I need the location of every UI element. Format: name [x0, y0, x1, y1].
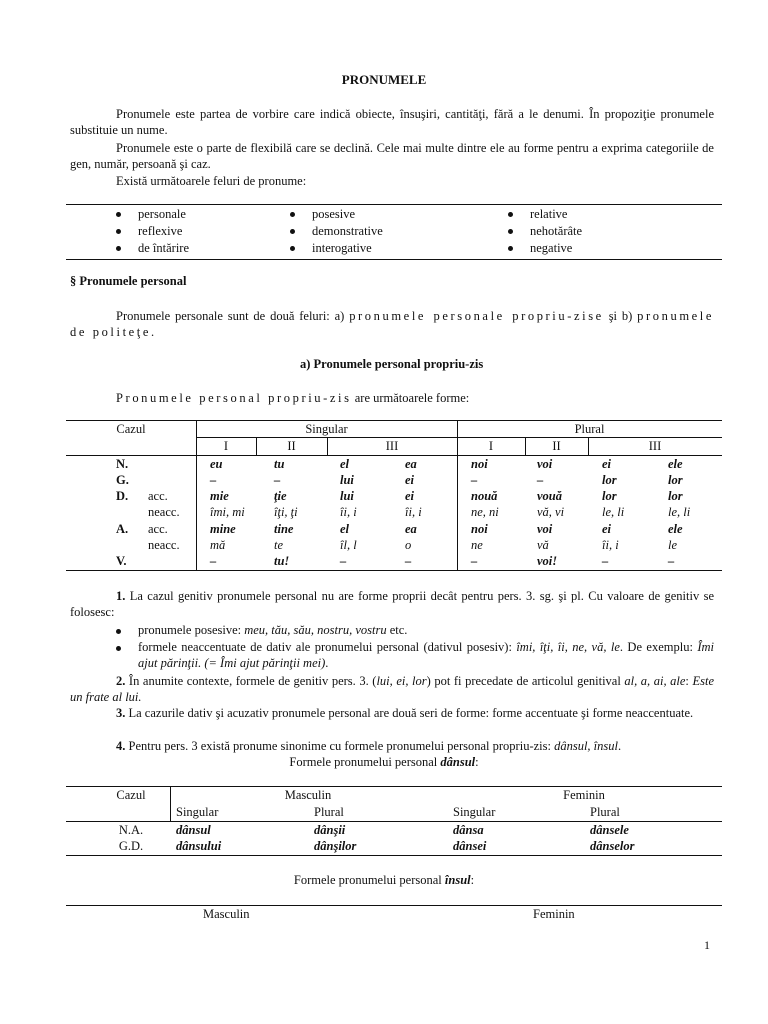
italic-span: lui, ei, lor	[376, 674, 427, 688]
table-cell: dânsa	[453, 823, 484, 837]
table-cell: le, li	[602, 505, 625, 519]
section-heading: § Pronumele personal	[70, 274, 187, 288]
table-cell: ei	[602, 457, 612, 471]
table-cell: ea	[405, 522, 417, 536]
table-cell: tu	[274, 457, 285, 471]
spaced-term: pronumele de politeţe	[70, 309, 715, 339]
case-label: G.D.	[118, 839, 144, 853]
list-item: relative	[530, 207, 568, 221]
text-span: La cazurile dativ şi acuzativ pronumele personal are două seri de forme: forme accentuate şi forme neaccentuate.	[125, 706, 694, 720]
italic-span: dânsul, însul	[554, 739, 618, 753]
table-cell: noi	[471, 457, 488, 471]
intro-paragraph-1: Pronumele este partea de vorbire care indică obiecte, însuşiri, cantităţi, fără a le denumi. În propoziţie pronumele substituie un nume.	[70, 107, 714, 137]
note-1	[70, 588, 714, 620]
text-span: pronumele posesive:	[138, 623, 245, 637]
note-number: 2.	[116, 674, 126, 688]
table-header-feminine: Feminin	[563, 788, 605, 802]
table-cell: ţie	[274, 489, 287, 503]
table-cell: –	[602, 554, 609, 568]
person-header: II	[552, 439, 561, 453]
table-cell: nouă	[471, 489, 498, 503]
table-cell: ele	[668, 457, 683, 471]
note-1-bullet-1	[138, 622, 714, 638]
text-span: etc.	[386, 623, 408, 637]
case-label: D.	[116, 489, 129, 503]
list-item: negative	[530, 241, 573, 255]
text-span: :	[685, 674, 693, 688]
note-4	[70, 738, 714, 754]
list-item: reflexive	[138, 224, 183, 238]
subsection-heading: a) Pronumele personal propriu-zis	[300, 357, 484, 371]
section-paragraph	[70, 308, 714, 340]
table-cell: –	[668, 554, 675, 568]
table-cell: îi, i	[405, 505, 422, 519]
intro-paragraph-3: Există următoarele feluri de pronume:	[116, 174, 307, 188]
bold-italic-span: însul	[444, 873, 471, 887]
table-cell: dânsei	[453, 839, 487, 853]
table-cell: dânşilor	[314, 839, 357, 853]
page-title: PRONUMELE	[341, 72, 427, 87]
table-header-masculine: Masculin	[203, 907, 250, 921]
text-span: ) pot fi precedate de articolul genitival	[426, 674, 625, 688]
bullet-icon	[116, 629, 121, 634]
table-header-case: Cazul	[116, 788, 146, 802]
table-header-plural: Plural	[574, 422, 605, 436]
text-span: .	[325, 656, 329, 670]
forms-intro	[70, 390, 714, 406]
person-header: III	[385, 439, 399, 453]
types-top-rule	[66, 204, 722, 205]
table-rule	[66, 570, 722, 571]
case-label: A.	[116, 522, 129, 536]
table-cell: îi, i	[340, 505, 357, 519]
table-cell: el	[340, 457, 350, 471]
italic-span: meu, tău, său, nostru, vostru	[244, 623, 387, 637]
note-number: 1.	[116, 589, 126, 603]
table-cell: vă, vi	[537, 505, 565, 519]
table-cell: îl, l	[340, 538, 357, 552]
number-header: Plural	[314, 805, 344, 819]
text-span: :	[475, 755, 479, 769]
table-cell: lor	[668, 473, 683, 487]
table-cell: vă	[537, 538, 549, 552]
table-cell: tu!	[274, 554, 290, 568]
table-cell: ei	[405, 473, 415, 487]
list-item: demonstrative	[312, 224, 383, 238]
table-2-caption	[0, 755, 768, 770]
note-3	[70, 705, 714, 721]
person-header: I	[223, 439, 229, 453]
bullet-icon	[508, 229, 513, 234]
page-number: 1	[704, 938, 710, 952]
note-1-bullet-2	[138, 639, 714, 671]
table-cell: –	[471, 554, 478, 568]
table-cell: vouă	[537, 489, 562, 503]
subcase-label: acc.	[148, 522, 168, 536]
list-item: posesive	[312, 207, 356, 221]
table-cell: dânsului	[176, 839, 222, 853]
table-cell: voi!	[537, 554, 558, 568]
table-cell: îmi, mi	[210, 505, 245, 519]
table-cell: lor	[602, 489, 617, 503]
bullet-icon	[290, 229, 295, 234]
number-header: Singular	[176, 805, 219, 819]
table-cell: lui	[340, 473, 354, 487]
table-cell: lor	[602, 473, 617, 487]
table-3-caption	[0, 873, 768, 888]
table-header-masculine: Masculin	[284, 788, 332, 802]
note-2	[70, 673, 714, 705]
person-header: II	[287, 439, 296, 453]
person-header: I	[488, 439, 494, 453]
italic-span: Este un frate al lui.	[70, 674, 714, 704]
table-cell: ea	[405, 457, 417, 471]
text-span: şi b)	[603, 309, 638, 323]
table-cell: mă	[210, 538, 226, 552]
subcase-label: neacc.	[148, 505, 180, 519]
spaced-term: pronumele personale propriu-zise	[349, 309, 604, 323]
italic-span: Îmi ajut părinţii. (= Îmi ajut părinţii mei)	[138, 640, 714, 670]
table-cell: ei	[602, 522, 612, 536]
table-header-feminine: Feminin	[533, 907, 575, 921]
text-span: formele neaccentuate de dativ ale pronumelui personal (dativul posesiv):	[138, 640, 517, 654]
text-span: La cazul genitiv pronumele personal nu are forme proprii decât pentru pers. 3. sg. şi pl. Cu valoare de genitiv se folosesc:	[70, 589, 714, 619]
table-header-singular: Singular	[305, 422, 348, 436]
bold-italic-span: dânsul	[440, 755, 476, 769]
bullet-icon	[116, 646, 121, 651]
table-cell: dânsele	[590, 823, 629, 837]
spaced-term: Pronumele personal propriu-zis	[116, 391, 352, 405]
case-label: N.A.	[118, 823, 144, 837]
list-item: interogative	[312, 241, 372, 255]
table-cell: –	[210, 554, 217, 568]
text-span: Formele pronumelui personal	[293, 873, 445, 887]
table-cell: voi	[537, 457, 553, 471]
text-span: .	[618, 739, 622, 753]
text-span: Pronumele personale sunt de două feluri: a)	[116, 309, 350, 323]
table-cell: dânşii	[314, 823, 346, 837]
bullet-icon	[290, 212, 295, 217]
italic-span: îmi, îţi, îi, ne, vă, le	[516, 640, 620, 654]
table-cell: –	[471, 473, 478, 487]
text-span: :	[470, 873, 475, 887]
table-cell: el	[340, 522, 350, 536]
list-item: nehotărâte	[530, 224, 583, 238]
text-span: Formele pronumelui personal	[289, 755, 441, 769]
table-cell: ne	[471, 538, 483, 552]
table-cell: tine	[274, 522, 294, 536]
table-cell: –	[274, 473, 281, 487]
bullet-icon	[290, 246, 295, 251]
case-label: V.	[116, 554, 127, 568]
table-cell: ne, ni	[471, 505, 499, 519]
text-span: . De exemplu:	[619, 640, 698, 654]
bullet-icon	[116, 229, 121, 234]
table-cell: dânselor	[590, 839, 635, 853]
bullet-icon	[116, 212, 121, 217]
table-cell: voi	[537, 522, 553, 536]
person-header: III	[648, 439, 662, 453]
bullet-icon	[508, 212, 513, 217]
note-number: 3.	[116, 706, 126, 720]
text-span: are următoarele forme:	[351, 391, 470, 405]
table-cell: îi, i	[602, 538, 619, 552]
table-rule	[66, 855, 722, 856]
case-label: G.	[116, 473, 129, 487]
note-number: 4.	[116, 739, 126, 753]
bullet-icon	[116, 246, 121, 251]
table-cell: ele	[668, 522, 683, 536]
list-item: de întărire	[138, 241, 190, 255]
table-cell: îţi, ţi	[274, 505, 298, 519]
table-cell: ei	[405, 489, 415, 503]
types-bottom-rule	[66, 259, 722, 260]
bullet-icon	[508, 246, 513, 251]
table-cell: lui	[340, 489, 354, 503]
table-cell: –	[405, 554, 412, 568]
table-rule	[66, 905, 722, 906]
table-cell: –	[210, 473, 217, 487]
table-cell: le	[668, 538, 678, 552]
number-header: Plural	[590, 805, 620, 819]
table-cell: –	[340, 554, 347, 568]
table-cell: te	[274, 538, 284, 552]
table-cell: noi	[471, 522, 488, 536]
text-span: .	[151, 325, 155, 339]
table-cell: eu	[210, 457, 223, 471]
table-cell: mie	[210, 489, 229, 503]
text-span: Pentru pers. 3 există pronume sinonime cu formele pronumelui personal propriu-zis:	[125, 739, 555, 753]
subcase-label: acc.	[148, 489, 168, 503]
intro-paragraph-2: Pronumele este o parte de flexibilă care se declină. Cele mai multe dintre ele au forme pentru a exprima categoriile de gen, număr, persoană şi caz.	[70, 141, 714, 171]
subcase-label: neacc.	[148, 538, 180, 552]
number-header: Singular	[453, 805, 496, 819]
text-span: În anumite contexte, formele de genitiv pers. 3. (	[125, 674, 377, 688]
table-cell: mine	[210, 522, 236, 536]
table-rule	[66, 455, 722, 456]
table-header-case: Cazul	[116, 422, 146, 436]
table-cell: –	[537, 473, 544, 487]
table-cell: o	[405, 538, 412, 552]
list-item: personale	[138, 207, 186, 221]
table-cell: le, li	[668, 505, 691, 519]
table-cell: lor	[668, 489, 683, 503]
table-cell: dânsul	[176, 823, 211, 837]
case-label: N.	[116, 457, 129, 471]
italic-span: al, a, ai, ale	[624, 674, 686, 688]
